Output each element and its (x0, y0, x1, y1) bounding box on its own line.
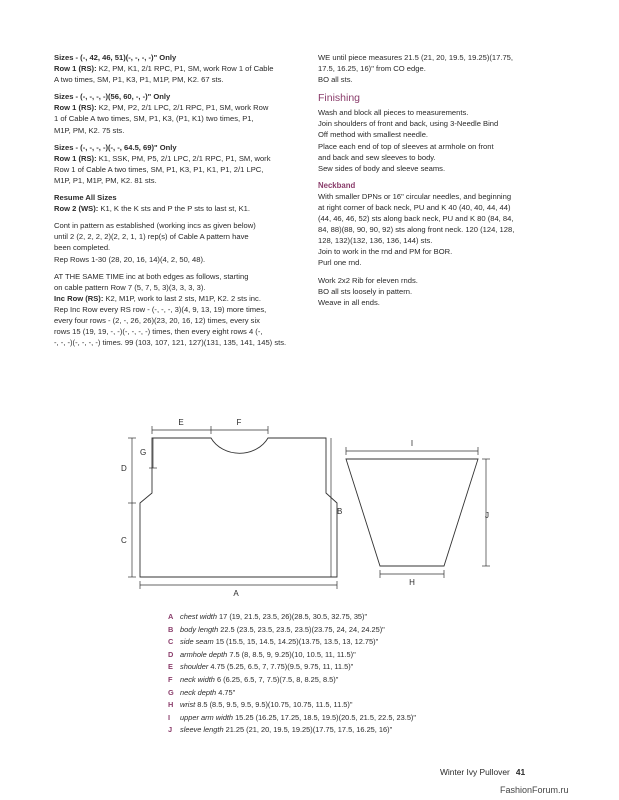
finishing-text: Place each end of top of sleeves at armhole on front (318, 141, 494, 151)
finishing-text: Wash and block all pieces to measurements. (318, 108, 469, 118)
cont-text: until 2 (2, 2, 2, 2)(2, 2, 1, 1) rep(s) of Cable A pattern have (54, 232, 249, 242)
neckband-block (318, 191, 568, 269)
intro-block (318, 52, 568, 85)
neckband-text: (44, 46, 46, 52) sts along back neck, PU and K 80 (84, 84, (318, 214, 514, 224)
row1-text: K2, PM, P2, 2/1 LPC, 2/1 RPC, P1, SM, work Row (96, 103, 269, 113)
label-b: B (337, 507, 343, 516)
finishing-text: Join shoulders of front and back, using 3-Needle Bind (318, 119, 499, 129)
legend-row: J sleeve length 21.25 (21, 20, 19.5, 19.25)(17.75, 17.5, 16.25, 16)" (168, 725, 393, 735)
neckband-text: With smaller DPNs or 16" circular needles, and beginning (318, 191, 512, 201)
legend-row: I upper arm width 15.25 (16.25, 17.25, 18.5, 19.5)(20.5, 21.5, 22.5, 23.5)" (168, 712, 417, 722)
sizes-b-heading: Sizes - (-, -, -, -)(56, 60, -, -)" Only (54, 92, 171, 102)
body-outline (140, 438, 337, 577)
neckband-text: Join to work in the rnd and PM for BOR. (318, 247, 453, 257)
legend-row: C side seam 15 (15.5, 15, 14.5, 14.25)(13.75, 13.5, 13, 12.75)" (168, 637, 379, 647)
row1-text: M1P, P1, M1P, PM, K2. 81 sts. (54, 175, 157, 185)
row1-text: K1, SSK, PM, P5, 2/1 LPC, 2/1 RPC, P1, SM, work (96, 153, 271, 163)
row1-label: Row 1 (RS): (54, 153, 97, 163)
finishing-text: Sew sides of body and sleeve seams. (318, 163, 446, 173)
row1-text: Row 1 of Cable A two times, SM, P1, K3, P1, K1, P1, 2/1 LPC, (54, 164, 264, 174)
row1-text: M1P, PM, K2. 75 sts. (54, 125, 125, 135)
intro-text: WE until piece measures 21.5 (21, 20, 19.5, 19.25)(17.75, (318, 53, 514, 62)
legend-row: F neck width 6 (6.25, 6.5, 7, 7.5)(7.5, 8, 8.25, 8.5)" (168, 674, 339, 684)
sizes-c-heading: Sizes - (-, -, -, -)(-, -, 64.5, 69)" Only (54, 142, 177, 152)
label-i: I (410, 439, 414, 448)
row2-label: Row 2 (WS): (54, 204, 99, 214)
neckband-text: Purl one rnd. (318, 258, 362, 268)
page-number: 41 (515, 767, 526, 777)
label-d: D (121, 464, 127, 473)
label-j: J (485, 511, 489, 520)
legend-row: H wrist 8.5 (8.5, 9.5, 9.5, 9.5)(10.75, 10.75, 11.5, 11.5)" (168, 700, 353, 710)
inc-row-text: rows 15 (19, 19, -, -)(-, -, -, -) times, then every eight rows 4 (-, (54, 327, 263, 337)
rib-block (318, 275, 568, 308)
rib-text: BO all sts loosely in pattern. (318, 286, 413, 296)
watermark-text: FashionForum.ru (500, 785, 569, 795)
finishing-text: and back and sew sleeves to body. (318, 152, 436, 162)
instructions-left-column (54, 52, 304, 354)
measurements-legend (168, 611, 416, 737)
rib-text: Weave in all ends. (318, 297, 380, 307)
instructions-right-column (318, 52, 568, 314)
increase-block (54, 271, 304, 349)
row2-text: K1, K the K sts and P the P sts to last st, K1. (98, 204, 250, 214)
neckband-text: 84, 88)(88, 90, 90, 92) sts along front neck. 120 (124, 128, (318, 225, 515, 235)
sizes-a-heading: Sizes - (-, 42, 46, 51)(-, -, -, -)" Only (54, 53, 177, 62)
neckband-heading: Neckband (318, 180, 356, 190)
footer-title: Winter Ivy Pullover (440, 767, 510, 777)
sleeve-outline (346, 459, 478, 566)
label-g: G (140, 448, 147, 457)
row1-text: K2, PM, K1, 2/1 RPC, P1, SM, work Row 1 of Cable (96, 64, 274, 74)
same-time-text: AT THE SAME TIME inc at both edges as follows, starting (54, 271, 249, 281)
resume-block (54, 192, 304, 214)
legend-row: B body length 22.5 (23.5, 23.5, 23.5, 23.5)(23.75, 24, 24, 24.25)" (168, 624, 385, 634)
cont-text: been completed. (54, 243, 111, 253)
sizes-b-block (54, 91, 304, 135)
inc-row-text: -, -, -)(-, -, -, -) times. 99 (103, 107, 121, 127)(131, 135, 141, 145) sts. (54, 338, 287, 348)
label-e: E (178, 418, 184, 427)
legend-row: E shoulder 4.75 (5.25, 6.5, 7, 7.75)(9.5, 9.75, 11, 11.5)" (168, 662, 354, 672)
label-h: H (409, 578, 415, 587)
inc-row-label: Inc Row (RS): (54, 293, 104, 303)
legend-row: D armhole depth 7.5 (8, 8.5, 9, 9.25)(10, 10.5, 11, 11.5)" (168, 649, 356, 659)
neckband-text: at right corner of back neck, PU and K 40 (40, 40, 44, 44) (318, 202, 511, 212)
finishing-block (318, 107, 568, 174)
row1-label: Row 1 (RS): (54, 64, 97, 74)
label-c: C (121, 536, 127, 545)
label-a: A (233, 589, 239, 598)
continue-block (54, 220, 304, 264)
row1-text: A two times, SM, P1, K3, P1, M1P, PM, K2. 67 sts. (54, 75, 224, 85)
cont-text: Rep Rows 1-30 (28, 20, 16, 14)(4, 2, 50, 48). (54, 254, 206, 264)
label-f: F (236, 418, 242, 427)
resume-heading: Resume All Sizes (54, 193, 117, 203)
intro-text: BO all sts. (318, 75, 353, 85)
finishing-text: Off method with smallest needle. (318, 130, 429, 140)
legend-row: G neck depth 4.75" (168, 687, 236, 697)
garment-schematic (0, 410, 619, 620)
finishing-heading: Finishing (318, 92, 361, 105)
page-footer (440, 767, 525, 777)
same-time-text: on cable pattern Row 7 (5, 7, 5, 3)(3, 3, 3, 3). (54, 282, 206, 292)
inc-row-text: K2, M1P, work to last 2 sts, M1P, K2. 2 sts inc. (103, 293, 261, 303)
rib-text: Work 2x2 Rib for eleven rnds. (318, 275, 418, 285)
intro-text: 17.5, 16.25, 16)" from CO edge. (318, 64, 426, 74)
legend-row: A chest width 17 (19, 21.5, 23.5, 26)(28.5, 30.5, 32.75, 35)" (168, 612, 368, 621)
row1-label: Row 1 (RS): (54, 103, 97, 113)
inc-row-text: Rep Inc Row every RS row - (-, -, -, 3)(4, 9, 13, 19) more times, (54, 304, 267, 314)
inc-row-text: every four rows - (2, -, 26, 26)(23, 20, 16, 12) times, every six (54, 315, 260, 325)
sizes-a-block (54, 52, 304, 85)
cont-text: Cont in pattern as established (working incs as given below) (54, 221, 256, 231)
neckband-text: 128, 132)(132, 136, 136, 144) sts. (318, 236, 433, 246)
row1-text: 1 of Cable A two times, SM, P1, K3, (P1, K1) two times, P1, (54, 114, 254, 124)
sizes-c-block (54, 142, 304, 186)
